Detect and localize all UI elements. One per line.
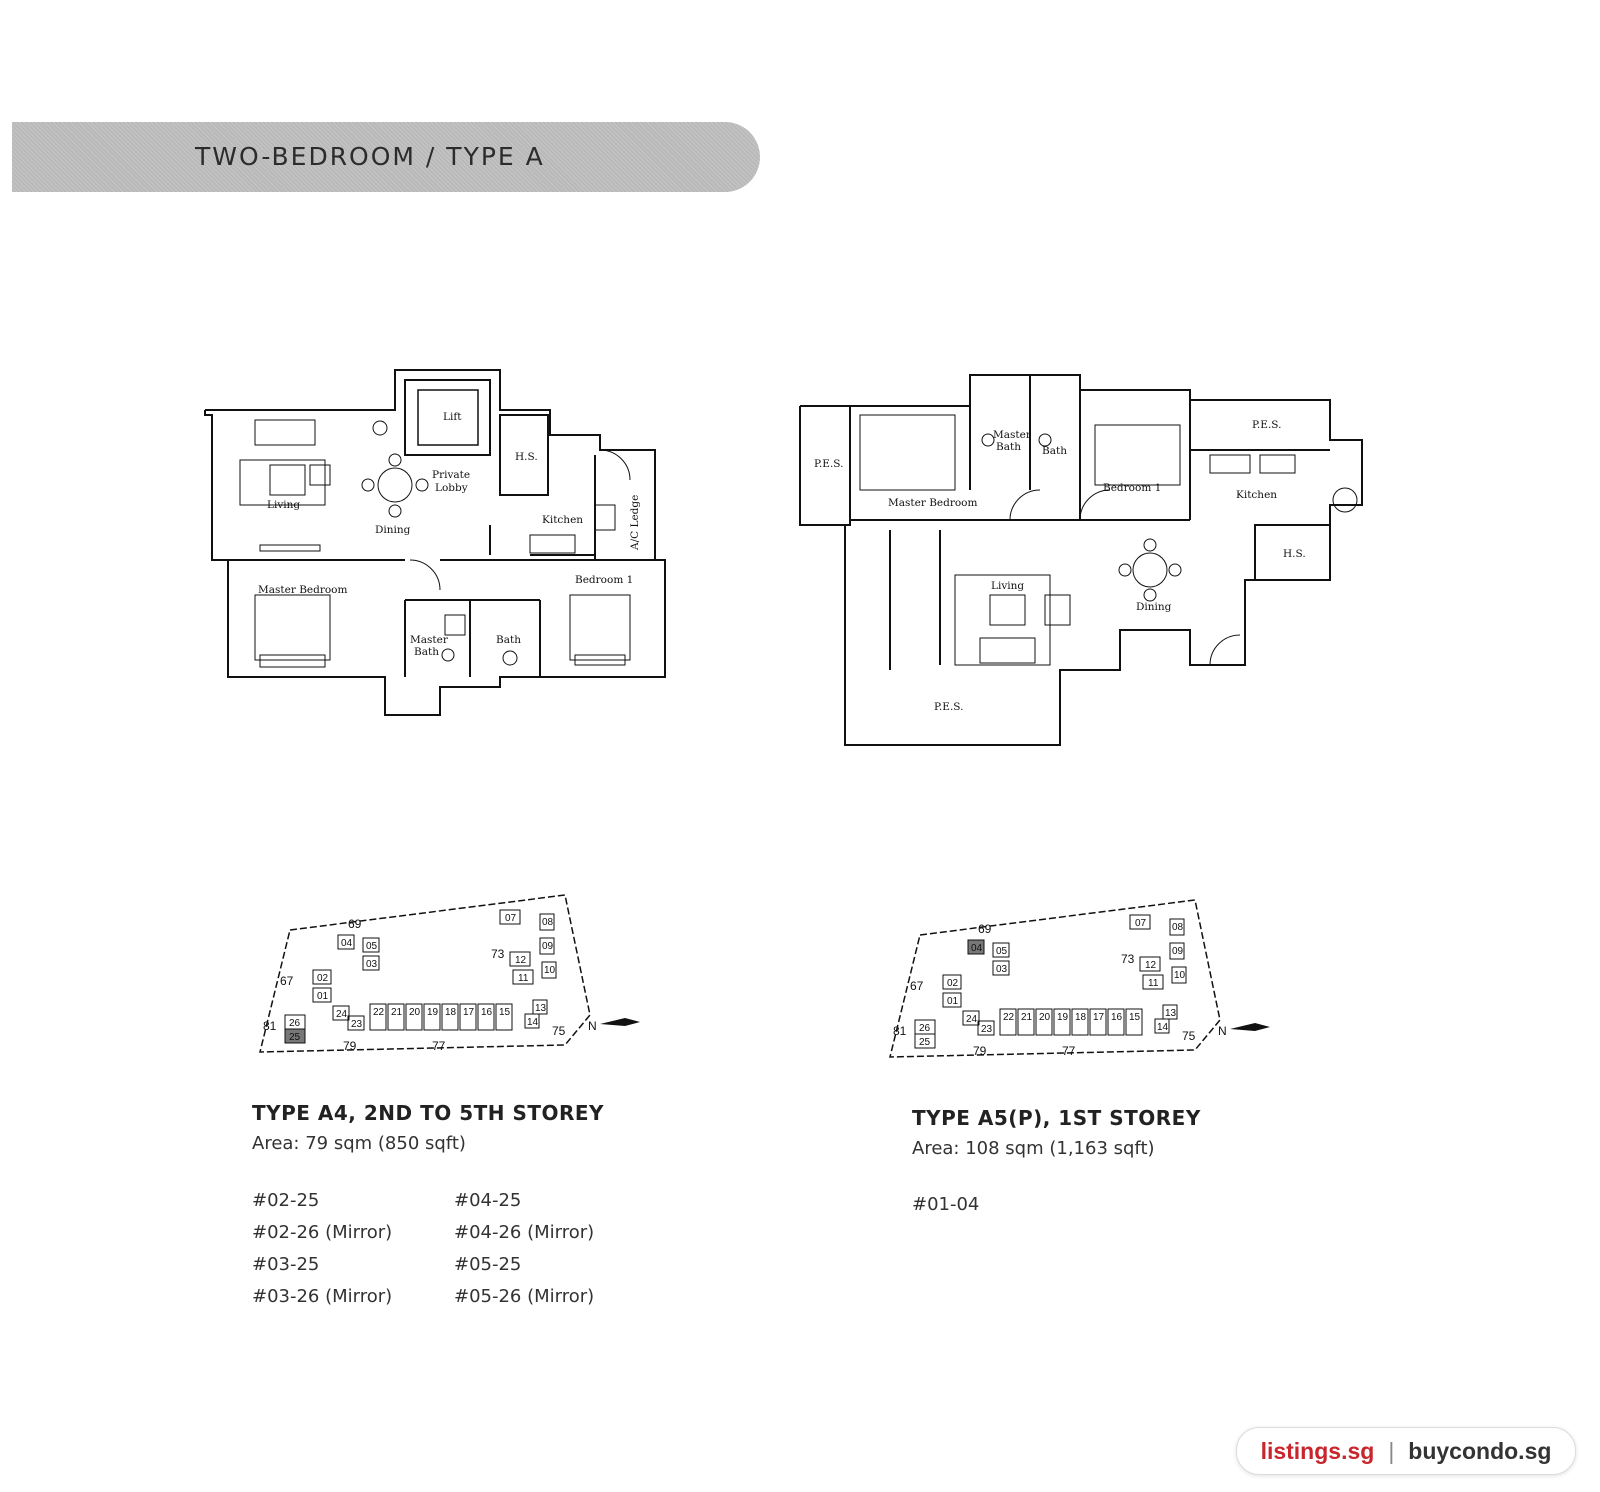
- unit-number: #01-04: [912, 1194, 980, 1215]
- unit-number: #02-25: [252, 1190, 320, 1211]
- svg-text:81: 81: [263, 1019, 277, 1033]
- room-label-master-bath-line2: Bath: [996, 441, 1021, 453]
- svg-text:26: 26: [919, 1023, 931, 1034]
- svg-text:09: 09: [542, 941, 554, 952]
- svg-text:21: 21: [391, 1007, 403, 1018]
- watermark-buycondo: buycondo.sg: [1408, 1437, 1552, 1464]
- room-label-living: Living: [991, 580, 1025, 592]
- svg-text:81: 81: [893, 1024, 907, 1038]
- room-label-private-lobby-line1: Private: [432, 469, 471, 481]
- type-a4-info: [252, 1101, 604, 1154]
- type-a5p-area: Area: 108 sqm (1,163 sqft): [912, 1138, 1155, 1159]
- svg-text:24: 24: [966, 1014, 978, 1025]
- svg-text:26: 26: [289, 1018, 301, 1029]
- north-arrow-icon: [600, 1018, 640, 1026]
- svg-text:12: 12: [515, 955, 527, 966]
- site-plan-a5p: [885, 895, 1285, 1065]
- svg-text:17: 17: [463, 1007, 475, 1018]
- room-label-bath: Bath: [496, 634, 521, 646]
- unit-number: #05-26 (Mirror): [454, 1286, 595, 1307]
- svg-text:14: 14: [1157, 1022, 1169, 1033]
- svg-text:19: 19: [427, 1007, 439, 1018]
- svg-text:09: 09: [1172, 946, 1184, 957]
- svg-text:15: 15: [499, 1007, 511, 1018]
- type-a4-units-col2: [454, 1185, 594, 1313]
- svg-text:69: 69: [348, 917, 362, 931]
- watermark-badge: [1236, 1427, 1576, 1475]
- svg-text:02: 02: [947, 978, 959, 989]
- svg-text:25: 25: [289, 1032, 301, 1043]
- room-label-private-lobby-line2: Lobby: [435, 482, 468, 494]
- floor-plan-a5p: [800, 370, 1380, 750]
- svg-text:24: 24: [336, 1009, 348, 1020]
- svg-text:18: 18: [445, 1007, 457, 1018]
- room-label-pes-bottom: P.E.S.: [934, 701, 964, 713]
- room-label-master-bath-line1: Master: [410, 634, 448, 646]
- svg-text:67: 67: [280, 974, 294, 988]
- svg-text:03: 03: [366, 959, 378, 970]
- svg-text:18: 18: [1075, 1012, 1087, 1023]
- svg-text:02: 02: [317, 973, 329, 984]
- unit-number: #04-26 (Mirror): [454, 1222, 595, 1243]
- room-label-dining: Dining: [1136, 601, 1172, 613]
- svg-text:69: 69: [978, 922, 992, 936]
- svg-text:01: 01: [947, 996, 959, 1007]
- svg-text:79: 79: [973, 1044, 987, 1058]
- unit-number: #04-25: [454, 1190, 522, 1211]
- svg-text:75: 75: [1182, 1029, 1196, 1043]
- type-a5p-units: [912, 1189, 979, 1221]
- room-label-master-bedroom: Master Bedroom: [888, 497, 978, 509]
- unit-number: #03-25: [252, 1254, 320, 1275]
- svg-text:07: 07: [505, 913, 517, 924]
- room-label-kitchen: Kitchen: [1236, 489, 1278, 501]
- svg-text:77: 77: [1062, 1044, 1076, 1058]
- svg-text:13: 13: [535, 1003, 547, 1014]
- svg-text:16: 16: [481, 1007, 493, 1018]
- room-label-pes-top: P.E.S.: [1252, 419, 1282, 431]
- svg-text:23: 23: [981, 1024, 993, 1035]
- svg-text:20: 20: [1039, 1012, 1051, 1023]
- site-plan-a4: [255, 890, 655, 1060]
- unit-number: #03-26 (Mirror): [252, 1286, 393, 1307]
- type-a4-units-col1: [252, 1185, 392, 1313]
- type-a5p-title: TYPE A5(P), 1ST STOREY: [912, 1106, 1201, 1130]
- svg-text:73: 73: [1121, 952, 1135, 966]
- room-label-master-bath-line2: Bath: [414, 646, 439, 658]
- svg-text:20: 20: [409, 1007, 421, 1018]
- svg-text:17: 17: [1093, 1012, 1105, 1023]
- room-label-master-bedroom: Master Bedroom: [258, 584, 348, 596]
- svg-text:03: 03: [996, 964, 1008, 975]
- unit-number: #02-26 (Mirror): [252, 1222, 393, 1243]
- room-label-hs: H.S.: [515, 451, 538, 463]
- svg-text:14: 14: [527, 1017, 539, 1028]
- svg-text:10: 10: [544, 965, 556, 976]
- svg-text:08: 08: [542, 917, 554, 928]
- svg-text:08: 08: [1172, 922, 1184, 933]
- svg-text:05: 05: [996, 946, 1008, 957]
- room-label-pes-left: P.E.S.: [814, 458, 844, 470]
- svg-text:75: 75: [552, 1024, 566, 1038]
- room-label-ac-ledge: A/C Ledge: [629, 494, 641, 550]
- header-banner: [12, 122, 760, 192]
- svg-text:22: 22: [373, 1007, 385, 1018]
- watermark-listings: listings.sg: [1260, 1437, 1375, 1464]
- watermark-separator: |: [1388, 1437, 1395, 1464]
- svg-text:22: 22: [1003, 1012, 1015, 1023]
- svg-text:16: 16: [1111, 1012, 1123, 1023]
- room-label-bedroom-1: Bedroom 1: [575, 574, 634, 586]
- unit-number: #05-25: [454, 1254, 522, 1275]
- type-a4-title: TYPE A4, 2ND TO 5TH STOREY: [252, 1101, 605, 1125]
- svg-text:11: 11: [518, 973, 529, 984]
- page-title: TWO-BEDROOM / TYPE A: [195, 142, 545, 171]
- svg-text:23: 23: [351, 1019, 363, 1030]
- svg-text:21: 21: [1021, 1012, 1033, 1023]
- svg-text:07: 07: [1135, 918, 1147, 929]
- room-label-kitchen: Kitchen: [542, 514, 584, 526]
- room-label-bath: Bath: [1042, 445, 1067, 457]
- svg-text:73: 73: [491, 947, 505, 961]
- svg-text:10: 10: [1174, 970, 1186, 981]
- svg-text:04: 04: [971, 943, 983, 954]
- north-arrow-icon: [1230, 1023, 1270, 1031]
- svg-text:04: 04: [341, 938, 353, 949]
- svg-text:77: 77: [432, 1039, 446, 1053]
- room-label-lift: Lift: [443, 411, 462, 423]
- svg-text:13: 13: [1165, 1008, 1177, 1019]
- svg-text:79: 79: [343, 1039, 357, 1053]
- svg-text:11: 11: [1148, 978, 1159, 989]
- svg-text:19: 19: [1057, 1012, 1069, 1023]
- svg-text:01: 01: [317, 991, 329, 1002]
- north-label: N: [1218, 1024, 1227, 1038]
- room-label-living: Living: [267, 499, 301, 511]
- svg-text:12: 12: [1145, 960, 1157, 971]
- room-label-master-bath-line1: Master: [993, 429, 1031, 441]
- room-label-bedroom-1: Bedroom 1: [1103, 482, 1162, 494]
- svg-text:15: 15: [1129, 1012, 1141, 1023]
- floor-plan-a4: [200, 365, 680, 725]
- room-label-dining: Dining: [375, 524, 411, 536]
- room-label-hs: H.S.: [1283, 548, 1306, 560]
- north-label: N: [588, 1019, 597, 1033]
- svg-text:67: 67: [910, 979, 924, 993]
- type-a4-area: Area: 79 sqm (850 sqft): [252, 1133, 466, 1154]
- svg-text:05: 05: [366, 941, 378, 952]
- type-a5p-info: [912, 1106, 1201, 1159]
- svg-text:25: 25: [919, 1037, 931, 1048]
